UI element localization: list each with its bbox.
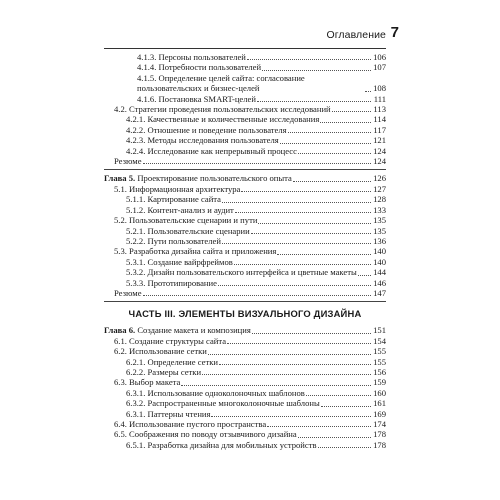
toc-entry[interactable] <box>104 429 386 439</box>
toc-page: 140 <box>373 246 386 257</box>
toc-entry-title: 4.2.3. Методы исследования пользователя <box>126 135 279 146</box>
chapter-title: Создание макета и композиция <box>137 325 251 336</box>
leader-dots <box>306 394 371 396</box>
toc-entry[interactable] <box>104 246 386 256</box>
toc-entry-title: 5.1.1. Картирование сайта <box>126 194 221 205</box>
toc-entry[interactable] <box>104 257 386 267</box>
leader-dots <box>267 425 371 427</box>
toc-entry-title: 6.3.1. Паттерны чтения <box>126 408 211 419</box>
toc-entry[interactable] <box>104 94 386 104</box>
toc-page: 147 <box>373 287 386 298</box>
toc-entry-title: 6.2. Использование сетки <box>114 346 207 357</box>
chapter-title: Проектирование пользовательского опыта <box>137 173 292 184</box>
toc-entry-title: 6.2.1. Определение сетки <box>126 356 219 367</box>
leader-dots <box>321 405 371 407</box>
toc-entry[interactable] <box>104 288 386 298</box>
toc-entry-title: 6.3.1. Использование одноколоночных шаблонов <box>126 387 305 398</box>
toc-page: 113 <box>373 104 386 115</box>
leader-dots <box>298 436 371 438</box>
toc-entry-title: 6.5.1. Разработка дизайна для мобильных устройств <box>126 439 317 450</box>
toc-page: 178 <box>373 429 386 440</box>
toc-entry-title: 6.3.2. Распространенные многоколоночные шаблоны <box>126 398 320 409</box>
toc-entry-title: 5.3. Разработка дизайна сайта и приложения <box>114 246 277 257</box>
toc-entry-title: 4.2.4. Исследование как непрерывный процесс <box>126 145 297 156</box>
toc-entry-title: 6.5. Соображения по поводу отзывчивого дизайна <box>114 429 297 440</box>
leader-dots <box>202 373 371 375</box>
toc-page: 106 <box>373 52 386 62</box>
toc-entry[interactable] <box>104 194 386 204</box>
toc-entry[interactable] <box>104 62 386 72</box>
toc-entry-title: 4.2.2. Отношение и поведение пользователя <box>126 124 287 135</box>
toc-page: 169 <box>373 408 386 419</box>
leader-dots <box>257 100 371 102</box>
toc-entry[interactable] <box>104 146 386 156</box>
toc-page: 124 <box>373 145 386 156</box>
toc-entry-title: 5.2. Пользовательские сценарии и пути <box>114 215 258 226</box>
toc-page: 107 <box>373 62 386 73</box>
leader-dots <box>234 263 371 265</box>
chapter-label: Глава 6. <box>104 325 136 336</box>
toc-entry[interactable] <box>104 267 386 277</box>
leader-dots <box>247 58 371 60</box>
toc-page: 127 <box>373 183 386 194</box>
toc-page: 108 <box>373 83 386 94</box>
toc-page: 135 <box>373 225 386 236</box>
toc-page: 154 <box>373 335 386 346</box>
chapter-label: Глава 5. <box>104 173 136 184</box>
toc-entry-title: 4.2.1. Качественные и количественные исследования <box>126 114 320 125</box>
toc-page: 128 <box>373 194 386 205</box>
leader-dots <box>143 162 371 164</box>
toc-page: 151 <box>373 325 386 336</box>
toc-page: 140 <box>373 256 386 267</box>
toc-page: 136 <box>373 235 386 246</box>
toc-page: 178 <box>373 439 386 450</box>
leader-dots <box>288 131 371 133</box>
chapter-divider <box>104 169 386 170</box>
toc-entry-title: 5.1.2. Контент-анализ и аудит <box>126 204 234 215</box>
toc-entry[interactable] <box>104 398 386 408</box>
leader-dots <box>219 363 371 365</box>
toc-entry-title: 5.1. Информационная архитектура <box>114 183 241 194</box>
leader-dots <box>211 415 371 417</box>
toc-page: 111 <box>373 93 386 104</box>
leader-dots <box>320 121 371 123</box>
toc-entry-title: 4.1.6. Постановка SMART-целей <box>137 93 256 104</box>
toc-chapter-5[interactable] <box>104 173 386 183</box>
toc-section-chapter6 <box>104 336 386 450</box>
toc-page: 121 <box>373 135 386 146</box>
leader-dots <box>222 201 371 203</box>
toc-entry[interactable] <box>104 419 386 429</box>
leader-dots <box>318 446 371 448</box>
toc-entry-title: 4.2. Стратегии проведения пользовательских исследований <box>114 104 331 115</box>
toc-entry[interactable] <box>104 215 386 225</box>
running-header: Оглавление <box>326 29 386 41</box>
leader-dots <box>235 211 371 213</box>
toc-entry-title: 5.3.3. Прототипирование <box>126 277 217 288</box>
toc-page: 126 <box>373 173 386 184</box>
toc-entry-title: 5.2.1. Пользовательские сценарии <box>126 225 250 236</box>
leader-dots <box>252 332 371 334</box>
toc-entry[interactable] <box>104 388 386 398</box>
toc-entry[interactable] <box>104 156 386 166</box>
toc-page: 160 <box>373 387 386 398</box>
toc-entry-title: 6.1. Создание структуры сайта <box>114 335 227 346</box>
toc-page: 155 <box>373 356 386 367</box>
toc-entry-title: 5.3.2. Дизайн пользовательского интерфейса и цветные макеты <box>126 267 357 278</box>
toc-entry-title: 5.3.1. Создание вайрфреймов <box>126 256 233 267</box>
part-heading: ЧАСТЬ III. ЭЛЕМЕНТЫ ВИЗУАЛЬНОГО ДИЗАЙНА <box>128 308 362 320</box>
toc-entry[interactable] <box>104 278 386 288</box>
leader-dots <box>218 284 371 286</box>
leader-dots <box>332 110 371 112</box>
toc-page: 161 <box>373 398 386 409</box>
toc-entry[interactable] <box>104 357 386 367</box>
leader-dots <box>262 69 371 71</box>
toc-entry[interactable] <box>104 205 386 215</box>
toc-page: 144 <box>373 267 386 278</box>
toc-page: 135 <box>373 215 386 226</box>
toc-entry-title: 4.1.5. Определение целей сайта: согласование пользовательских и бизнес-целей <box>137 72 305 94</box>
toc-entry[interactable] <box>104 367 386 377</box>
toc-entry-title: Резюме <box>114 287 142 298</box>
leader-dots <box>358 274 371 276</box>
page-number: 7 <box>390 24 399 41</box>
toc-entry-title: 6.2.2. Размеры сетки <box>126 366 202 377</box>
leader-dots <box>293 180 371 182</box>
toc-page: 114 <box>373 114 386 125</box>
toc-section-chapter5 <box>104 184 386 298</box>
toc-entry-title: 6.4. Использование пустого пространства <box>114 419 267 429</box>
toc-entry[interactable] <box>104 114 386 124</box>
leader-dots <box>208 353 371 355</box>
toc-entry-title: Резюме <box>114 156 142 167</box>
toc-page: 156 <box>373 366 386 377</box>
leader-dots <box>280 142 371 144</box>
toc-page: 117 <box>373 124 386 135</box>
toc-entry[interactable] <box>104 226 386 236</box>
toc-page: 124 <box>373 156 386 167</box>
toc-page: 174 <box>373 419 386 429</box>
leader-dots <box>258 222 371 224</box>
toc-entry[interactable] <box>104 125 386 135</box>
toc-entry[interactable] <box>104 135 386 145</box>
leader-dots <box>143 294 371 296</box>
leader-dots <box>181 384 371 386</box>
toc-chapter-6[interactable] <box>104 325 386 335</box>
toc-page: 155 <box>373 346 386 357</box>
toc-entry-title: 4.1.3. Персоны пользователей <box>137 52 246 62</box>
toc-entry-title: 6.3. Выбор макета <box>114 377 181 388</box>
toc-page: 159 <box>373 377 386 388</box>
leader-dots <box>277 253 371 255</box>
toc-entry[interactable] <box>104 336 386 346</box>
toc-page: 133 <box>373 204 386 215</box>
toc-entry[interactable] <box>104 346 386 356</box>
toc-entry[interactable] <box>104 236 386 246</box>
header-rule <box>104 48 386 49</box>
leader-dots <box>365 90 371 92</box>
toc-entry[interactable] <box>104 73 386 94</box>
part-divider <box>104 301 386 302</box>
toc-section-chapter4 <box>104 52 386 166</box>
leader-dots <box>251 232 371 234</box>
leader-dots <box>227 342 371 344</box>
toc-entry[interactable] <box>104 377 386 387</box>
toc-entry[interactable] <box>104 409 386 419</box>
toc-page: 146 <box>373 277 386 288</box>
leader-dots <box>298 152 371 154</box>
toc-entry-title: 4.1.4. Потребности пользователей <box>137 62 262 73</box>
toc-entry[interactable] <box>104 184 386 194</box>
toc-entry[interactable] <box>104 440 386 450</box>
leader-dots <box>222 242 371 244</box>
toc-entry[interactable] <box>104 104 386 114</box>
toc-entry-title: 5.2.2. Пути пользователей <box>126 235 221 246</box>
toc-entry[interactable] <box>104 52 386 62</box>
table-of-contents <box>104 52 386 450</box>
leader-dots <box>241 190 371 192</box>
